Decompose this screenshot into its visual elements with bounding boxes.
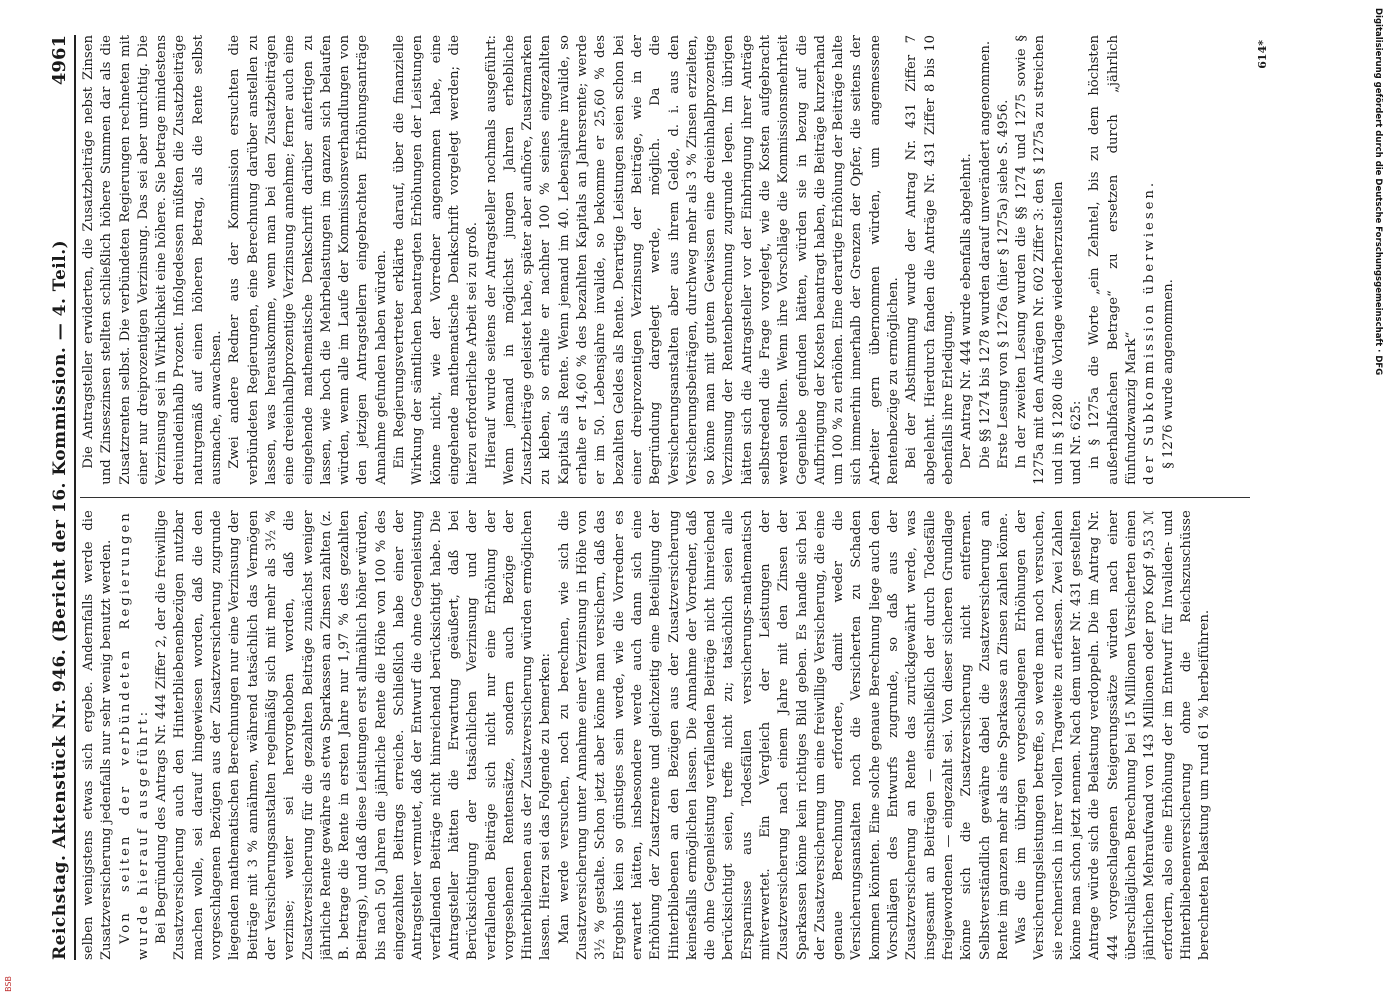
library-mark: BSB <box>4 976 13 992</box>
paragraph: Zwei andere Redner aus der Kommission ersuchten die verbündeten Regierungen, eine Berechnung darüber anstellen zu lassen, was herauskomme, wenn man bei den Zusatzbeiträgen eine dreieinhalbprozentige Verzinsung annehme; ferner auch eine eingehende mathematische Denkschrift darüber anfertigen zu lassen, wie hoch die Mehrbelastungen im ganzen sich belaufen würden, wenn alle im Laufe der Kommissionsverhandlungen von den jetzigen Antragstellern eingebrachten Erhöhungsanträge Annahme gefunden haben würden. <box>227 35 389 485</box>
running-header <box>40 35 76 960</box>
paragraph: Ein Regierungsvertreter erklärte darauf, über die finanzielle Wirkung der sämtlichen beantragten Erhöhungen der Leistungen könne nicht, wie der Vorredner angenommen habe, eine eingehende mathematische Denkschrift vorgelegt werden; die hierzu erforderliche Arbeit sei zu groß. <box>392 35 481 485</box>
left-column <box>80 510 1250 960</box>
paragraph: Der Antrag Nr. 444 wurde ebenfalls abgelehnt. <box>959 153 975 469</box>
header-title: Reichstag. Aktenstück Nr. 946. (Bericht der 16. Kommission. — 4. Teil.) <box>50 239 70 960</box>
paragraph: Man werde versuchen, noch zu berechnen, wie sich die Zusatzversicherung unter Annahme einer Verzinsung in Höhe von 3½ % gestalte. Schon jetzt aber könne man versichern, daß das Ergebnis kein so günstiges sein werde, wie die Vorredner es erwartet hätten, insbesondere werde auch dann sich eine Erhöhung der Zusatzrente und gleichzeitig eine Beteiligung der Hinterbliebenen an den Bezügen aus der Zusatzversicherung keinesfalls ermöglichen lassen. Die Annahme der Vorredner, daß die ohne Gegenleistung verfallenden Beiträge nicht hinreichend berücksichtigt seien, treffe nicht zu; tatsächlich seien alle Ersparnisse aus Todesfällen versicherungs-mathematisch mitverwertet. Ein Vergleich der Leistungen der Zusatzversicherung nach einem Jahre mit den Zinsen der Sparkassen könne kein richtiges Bild geben. Es handle sich bei der Zusatzversicherung um eine freiwillige Versicherung, die eine genaue Berechnung erfordere, damit weder die Versicherungsanstalten noch die Versicherten zu Schaden kommen könnten. Eine solche genaue Berechnung liege auch den Vorschlägen des Entwurfs zugrunde, so daß aus der Zusatzversicherung an Rente das zurückgewährt werde, was insgesamt an Beiträgen — einschließlich der durch Todesfälle freigewordenen — eingezahlt sei. Von dieser sicheren Grundlage könne sich die Zusatzversicherung nicht entfernen. Selbstverständlich gewähre dabei die Zusatzversicherung an Rente im ganzen mehr als eine Sparkasse an Zinsen zahlen könne. <box>556 510 1011 960</box>
paragraph: der Subkommission überwiesen. <box>1142 179 1158 485</box>
paragraph: Die Antragsteller erwiderten, die Zusatzbeiträge nebst Zinsen und Zinseszinsen stellten schließlich höhere Summen dar als die Zusatzrenten selbst. Die verbündeten Regierungen rechneten mit einer nur dreiprozentigen Verzinsung. Das sei aber unrichtig. Die Verzinsung sei in Wirklichkeit eine höhere. Sie betrage mindestens dreiundeinhalb Prozent. Infolgedessen müßten die Zusatzbeiträge naturgemäß auf einen höheren Betrag, als die Rente selbst ausmache, anwachsen. <box>81 35 225 485</box>
paragraph: in § 1275a die Worte „ein Zehntel, bis zu dem höchsten außerhalbfachen Betrage“ zu ersetzen durch „jährlich fünfundzwanzig Mark“ <box>1087 35 1139 485</box>
paragraph: In der zweiten Lesung wurden die §§ 1274 und 1275 sowie § 1275a mit den Anträgen Nr. 602 Ziffer 3: den § 1275a zu streichen und in § 1280 die Vorlage wiederherzustellen <box>1014 35 1066 485</box>
paragraph: Bei der Abstimmung wurde der Antrag Nr. 431 Ziffer 7 abgelehnt. Hierdurch fanden die Anträge Nr. 431 Ziffer 8 bis 10 ebenfalls ihre Erledigung. <box>904 35 956 485</box>
page-content <box>40 35 1250 960</box>
paragraph: § 1276 wurde angenommen. <box>1160 279 1176 469</box>
signature-mark: 614* <box>1256 40 1269 69</box>
digitization-credit: Digitalisierung gefördert durch die Deutsche Forschungsgemeinschaft · DFG <box>1373 8 1383 376</box>
paragraph: Hierauf wurde seitens der Antragsteller nochmals ausgeführt: Wenn jemand in möglichst jungen Jahren erhebliche Zusatzbeiträge geleistet habe, später aber aufhöre, Zusatzmarken zu kleben, so erhalte er nachher 100 % seines eingezahlten Kapitals als Rente. Wenn jemand im 40. Lebensjahre invalide, so erhalte er 14,60 % des bezahlten Kapitals an Jahresrente; werde er im 50. Lebensjahre invalide, so bekomme er 25,60 % des bezahlten Geldes als Rente. Derartige Leistungen seien schon bei einer dreiprozentigen Verzinsung der Beiträge, wie in der Begründung dargelegt werde, möglich. Da die Versicherungsanstalten aber aus ihrem Gelde, d. i. aus den Versicherungsbeiträgen, durchweg mehr als 3 % Zinsen erzielten, so könne man mit gutem Gewissen eine dreieinhalbprozentige Verzinsung der Rentenberechnung zugrunde legen. Im übrigen hätten sich die Antragsteller vor der Einbringung ihrer Anträge selbstredend die Frage vorgelegt, wie die Kosten aufgebracht werden sollten. Wenn ihre Vorschläge die Kommissionsmehrheit Gegenliebe gefunden hätten, würden sie in bezug auf die Aufbringung der Kosten beantragt haben, die Beiträge kurzerhand um 100 % zu erhöhen. Eine derartige Erhöhung der Beiträge halte sich immerhin innerhalb der Grenzen der Opfer, die seitens der Arbeiter gern übernommen würden, um angemessene Rentenbezüge zu ermöglichen. <box>483 35 902 485</box>
right-column <box>80 35 1250 485</box>
two-column-body <box>80 35 1250 960</box>
paragraph: Die §§ 1274 bis 1278 wurden darauf unverändert angenommen. <box>977 40 993 469</box>
paragraph: Erste Lesung von § 1276a (hier § 1275a) siehe S. 4956. <box>995 99 1011 469</box>
paragraph: Von seiten der verbündeten Regierungen wurde hierauf ausgeführt: <box>117 510 151 960</box>
page-number: 4961 <box>49 35 70 86</box>
paragraph: selben wenigstens etwas sich ergebe. Andernfalls werde die Zusatzversicherung jedenfalls nur sehr wenig benutzt werden. <box>81 510 115 960</box>
paragraph: Bei Begründung des Antrags Nr. 444 Ziffer 2, der die freiwillige Zusatzversicherung auch den Hinterbliebenenbezügen nutzbar machen wolle, sei darauf hingewiesen worden, daß die den vorgeschlagenen Bezügen aus der Zusatzversicherung zugrunde liegenden mathematischen Berechnungen nur eine Verzinsung der Beiträge mit 3 % annähmen, während tatsächlich das Vermögen der Versicherungsanstalten regelmäßig sich mit mehr als 3½ % verzinse; weiter sei hervorgehoben worden, daß die Zusatzversicherung für die gezahlten Beiträge zunächst weniger jährliche Rente gewähre als etwa Sparkassen an Zinsen zahlten (z. B. betrage die Rente in ersten Jahre nur 1,97 % des gezahlten Beitrags), und daß diese Leistungen erst allmählich höher würden, bis nach 50 Jahren die jährliche Rente die Höhe von 100 % des eingezahlten Beitrags erreiche. Schließlich habe einer der Antragsteller vermutet, daß der Entwurf die ohne Gegenleistung verfallenden Beiträge nicht hinreichend berücksichtigt habe. Die Antragsteller hätten die Erwartung geäußert, daß bei Berücksichtigung der tatsächlichen Verzinsung und der verfallenden Beiträge sich nicht nur eine Erhöhung der vorgesehenen Rentensätze, sondern auch Bezüge der Hinterbliebenen aus der Zusatzversicherung würden ermöglichen lassen. Hierzu sei das Folgende zu bemerken: <box>154 510 554 960</box>
column-divider <box>80 497 1250 499</box>
paragraph: Was die im übrigen vorgeschlagenen Erhöhungen der Versicherungsleistungen betreffe, so werde man noch versuchen, sie rechnerisch in ihrer vollen Tragweite zu erfassen. Zwei Zahlen könne man schon jetzt nennen. Nach dem unter Nr. 431 gestellten Antrage würde sich die Belastung verdoppeln. Die im Antrag Nr. 444 vorgeschlagenen Steigerungssätze würden nach einer überschläglichen Berechnung bei 15 Millionen Versicherten einen jährlichen Mehraufwand von 143 Millionen oder pro Kopf 9,53 ℳ erfordern, also eine Erhöhung der im Entwurf für Invaliden- und Hinterbliebenenversicherung ohne die Reichszuschüsse berechneten Belastung um rund 61 % herbeiführen. <box>1014 510 1213 960</box>
paragraph: und Nr. 625: <box>1069 400 1085 485</box>
